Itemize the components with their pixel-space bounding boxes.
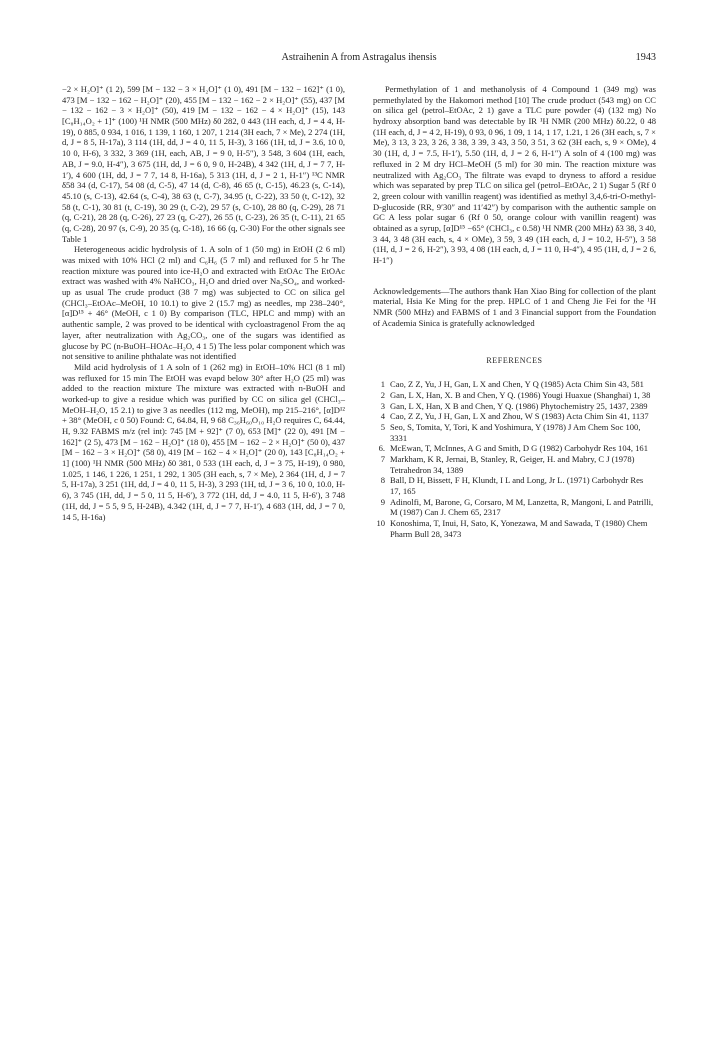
reference-number: 5 [380,421,385,432]
reference-item [373,454,656,475]
page-number: 1943 [635,52,656,63]
reference-text: Gan, L X, Han, X B and Chen, Y Q. (1986) Phytochemistry 25, 1437, 2389 [390,400,648,411]
reference-text: Seo, S, Tomita, Y, Tori, K and Yoshimura, Y (1978) J Am Chem Soc 100, 3331 [390,421,641,443]
reference-number: 1 [380,379,385,390]
reference-text: Gan, L X, Han, X. B and Chen, Y Q. (1986) Yougi Huaxue (Shanghai) 1, 38 [390,389,651,400]
reference-item [373,422,656,443]
reference-item [373,390,656,401]
reference-item [373,443,656,454]
running-title: Astraihenin A from Astragalus ihensis [281,52,437,63]
reference-text: Ball, D H, Bissett, F H, Klundt, I L and Long, Jr L. (1971) Carbohydr Res 17, 165 [390,475,644,496]
references-list [373,379,656,539]
references-heading: REFERENCES [486,356,543,366]
reference-number: 7 [380,453,385,464]
running-header [62,52,656,66]
reference-text: Cao, Z Z, Yu, J H, Gan, L X and Zhou, W S (1983) Acta Chim Sin 41, 1137 [390,411,649,422]
reference-item [373,518,656,539]
reference-text: McEwan, T, McInnes, A G and Smith, D G (1982) Carbohydr Res 104, 161 [390,443,648,454]
paragraph-spectral-data: −2 × H₂O]⁺ (1 2), 599 [M − 132 − 3 × H₂O]⁺ (1 0), 491 [M − 132 − 162]⁺ (1 0), 473 [M − 132 − 162 − H₂O]⁺ (20), 455 [M − 132 − 162 − 2 × H₂O]⁺ (55), 437 [M − 132 − 162 − 3 × H₂O]⁺ (50), 419 [M − 132 − 162 − 4 × H₂O]⁺ (15), 143 [C₈H₁₄O₂ + 1]⁺ (100) ¹H NMR (500 MHz) δ0 282, 0 443 (1H each, d, J = 4 4, H-19), 0 885, 0 934, 1 016, 1 139, 1 160, 1 207, 1 214 (3H each, 7 × Me), 2 274 (1H, d, J = 8 5, H-17a), 3 114 (1H, dd, J = 4 0, 11 5, H-3), 3 166 (1H, td, J = 3.6, 10 0, 10 0, H-6), 3 332, 3 369 (1H, each, AB, J = 9 0, H-5″), 3 548, 3 604 (1H, each, AB, J = 9.0, H-4″), 3 675 (1H, dd, J = 6 0, 9 0, H-24B), 4 342 (1H, d, J = 7 7, H-1′), 4 600 (1H, dd, J = 7 7, 14 8, H-16a), 5 313 (1H, d, J = 2 1, H-1″) ¹³C NMR δ58 34 (d, C-17), 54 08 (d, C-5), 47 14 (d, C-8), 46 65 (t, C-15), 46.23 (s, C-14), 45.10 (s, C-13), 42.64 (s, C-4), 38 63 (t, C-7), 34.95 (t, C-22), 33 50 (t, C-12), 32 58 (t, C-1), 30 81 (t, C-19), 30 29 (t, C-2), 29 57 (s, C-10), 28 80 (q, C-29), 28 71 (q, C-21), 28 28 (q, C-26), 27 23 (q, C-27), 26 55 (t, C-23), 26 35 (t, C-11), 21 65 (q, C-28), 20 97 (s, C-9), 20 35 (q, C-18), 16 66 (q, C-30) For the other signals see Table 1 [62,84,345,244]
paragraph-mild-acid-hydrolysis: Mild acid hydrolysis of 1 A soln of 1 (262 mg) in EtOH–10% HCl (8 1 ml) was refluxed for 15 min The EtOH was evapd below 30° after H₂O (25 ml) was added to the reaction mixture The mixture was extracted with n-BuOH and worked-up to give a residue which was purified by CC on silica gel (CHCl₃–MeOH–H₂O, 15 2.1) to give 3 as needles (112 mg, MeOH), mp 215–216°, [α]D¹² + 38° (MeOH, c 0 50) Found: C, 64.84, H, 9 68 C₃₆H₆₀O₁₀ H₂O requires C, 64.44, H, 9.32 FABMS m/z (rel int): 745 [M + 92]⁺ (7 0), 653 [M]⁺ (22 0), 491 [M − 162]⁺ (2 5), 473 [M − 162 − H₂O]⁺ (18 0), 455 [M − 162 − 2 × H₂O]⁺ (50 0), 437 [M − 162 − 3 × H₂O]⁺ (58 0), 419 [M − 162 − 4 × H₂O]⁺ (20 0), 143 [C₈H₁₄O₂ + 1] (100) ¹H NMR (500 MHz) δ0 381, 0 533 (1H each, d, J = 3 75, H-19), 0 980, 1.025, 1 146, 1 226, 1 251, 1 292, 1 305 (3H each, s, 7 × Me), 2 364 (1H, d, J = 7 5, H-17a), 3 251 (1H, dd, J = 4 0, 11 5, H-3), 3 293 (1H, td, J = 3 6, 10 0, 10.0, H-6), 3 745 (1H, dd, J = 5 0, 11 5, H-6′), 3 772 (1H, dd, J = 4.0, 11 5, H-6′), 3 748 (1H, dd, J = 5 5, 9 5, H-24B), 4.342 (1H, d, J = 7 7, H-1′), 4 683 (1H, dd, J = 7 0, 14 5, H-16a) [62,361,345,522]
reference-number: 6. [378,443,385,454]
reference-item [373,401,656,412]
reference-item [373,475,656,496]
reference-number: 8 [380,475,385,486]
left-column [62,84,345,522]
reference-number: 2 [380,389,385,400]
reference-text: Konoshima, T, Inui, H, Sato, K, Yonezawa, M and Sawada, T (1980) Chem Pharm Bull 28, 3473 [390,518,648,539]
reference-number: 3 [380,400,385,411]
acknowledgements: Acknowledgements—The authors thank Han Xiao Bing for collection of the plant material, Hsia Ke Ming for the prep. HPLC of 1 and Cheng Jie Fei for the ¹H NMR (500 MHz) and FABMS of 1 and 3 Financial support from the Foundation of Academia Sinica is gratefully acknowledged [373,285,656,328]
reference-item [373,497,656,518]
reference-item [373,411,656,422]
reference-text: Cao, Z Z, Yu, J H, Gan, L X and Chen, Y Q (1985) Acta Chim Sin 43, 581 [390,379,644,390]
reference-text: Adinolfi, M, Barone, G, Corsaro, M M, Lanzetta, R, Mangoni, L and Patrilli, M (1987) Can J. Chem 65, 2317 [390,496,654,518]
right-column [373,84,656,539]
reference-number: 10 [376,518,385,529]
reference-number: 9 [380,496,385,507]
paragraph-acidic-hydrolysis: Heterogeneous acidic hydrolysis of 1. A soln of 1 (50 mg) in EtOH (2 6 ml) was mixed with 10% HCl (2 ml) and C₆H₆ (5 7 ml) and refluxed for 5 hr The reaction mixture was poured into ice-H₂O and extracted with EtOAc The EtOAc extract was washed with 4% NaHCO₃, H₂O and dried over Na₂SO₄, and worked-up as usual The crude product (38 7 mg) was subjected to CC on silica gel (CHCl₃–EtOAc–MeOH, 10 10.1) to give 2 (15.7 mg) as needles, mp 238–240°, [α]D¹⁵ + 46° (MeOH, c 1 0) By comparison (TLC, HPLC and mmp) with an authentic sample, 2 was proved to be identical with cycloastragenol From the aq layer, after neutralization with Ag₂CO₃, one of the sugars was identified as glucose by PC (n-BuOH–HOAc–H₂O, 4 1 5) The less polar component which was not sensitive to aniline phthalate was not identified [62,244,345,362]
reference-text: Markham, K R, Jernai, B, Stanley, R, Geiger, H. and Mabry, C J (1978) Tetrahedron 34, 1389 [390,453,635,475]
paragraph-permethylation: Permethylation of 1 and methanolysis of 4 Compound 1 (349 mg) was permethylated by the Hakomori method [10] The crude product (543 mg) on CC on silica gel (petrol–EtOAc, 2 1) gave a TLC pure powder (4) (132 mg) No hydroxy absorption band was detectable by IR ¹H NMR (200 MHz) δ0.22, 0 48 (1H each, d, J = 4 2, H-19), 0 93, 0 96, 1 09, 1 14, 1 17, 1.21, 1 26 (3H each, s, 7 × Me), 3 13, 3 23, 3 26, 3 38, 3 39, 3 43, 3 50, 3 51, 3 62 (3H each, s, 9 × OMe), 4 30 (1H, d, J = 7.5, H-1′), 5.50 (1H, d, J = 2 6, H-1″) A soln of 4 (100 mg) was refluxed in 2 M dry HCl–MeOH (5 ml) for 30 min. The reaction mixture was neutralized with Ag₂CO₃ The filtrate was evapd to dryness to afford a residue which was separated by prep TLC on silica gel (petrol–EtOAc, 2 1) Sugar 5 (Rf 0 2, green colour with vanillin reagent) was identified as methyl 3,4,6-tri-O-methyl-D-glucoside (RR, 9′30″ and 11′42″) by comparison with the authentic sample on GC A less polar sugar 6 (Rf 0 50, orange colour with vanillin reagent) was obtained as a syrup, [α]D¹⁵ −65° (CHCl₃, c 0.58) ¹H NMR (200 MHz) δ3 38, 3 40, 3 44, 3 48 (3H each, s, 4 × OMe), 3 59, 3 49 (1H each, d, J = 10.2, H-5″), 3 58 (1H, d, J = 2 6, H-2″), 3 93, 4 08 (1H each, d, J = 11 0, H-4″), 4 95 (1H, d, J = 2 6, H-1″) [373,84,656,265]
reference-number: 4 [380,411,385,422]
reference-item [373,379,656,390]
